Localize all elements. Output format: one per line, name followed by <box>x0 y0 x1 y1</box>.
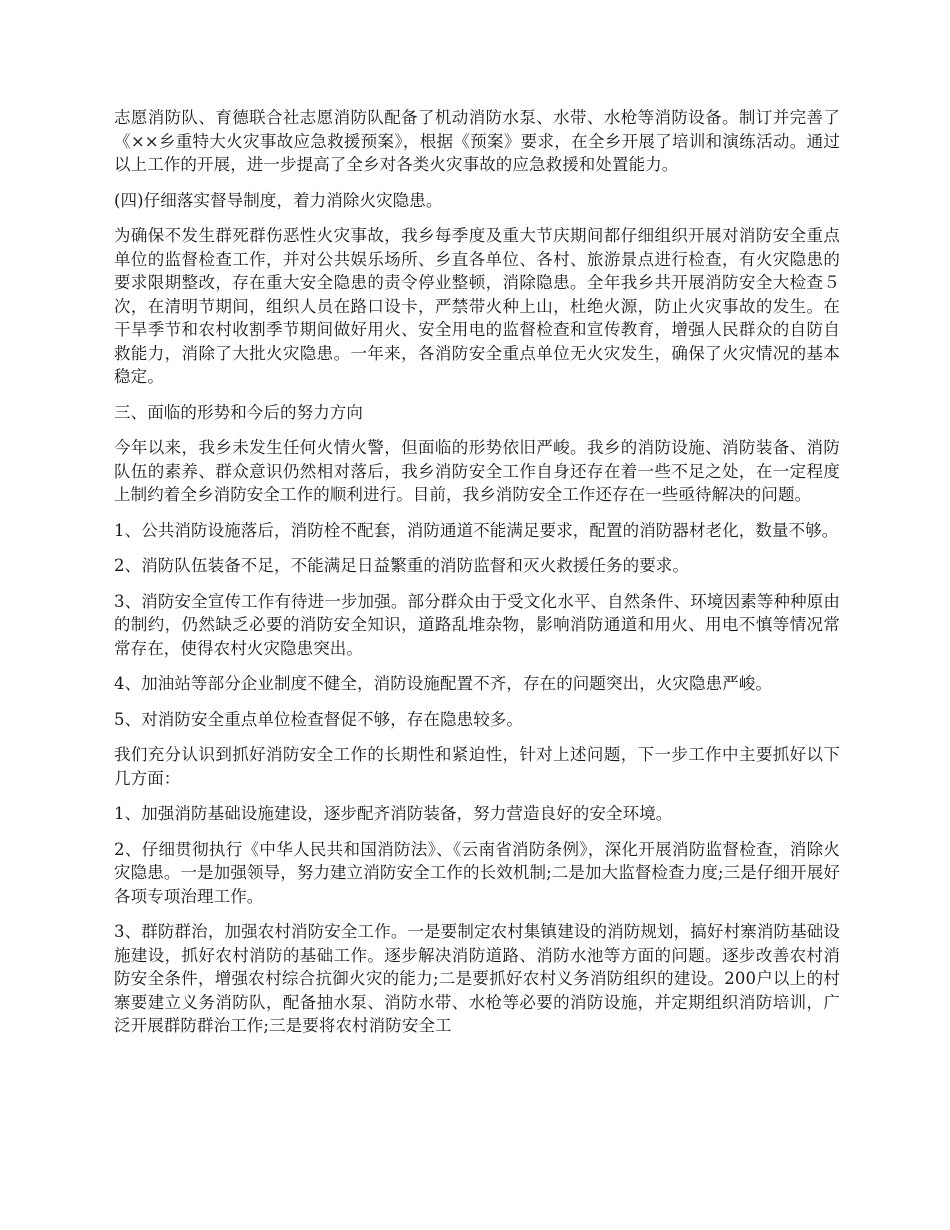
list-item: 5、对消防安全重点单位检查督促不够，存在隐患较多。 <box>114 709 523 729</box>
list-item: 4、加油站等部分企业制度不健全，消防设施配置不齐，存在的问题突出，火灾隐患严峻。 <box>114 674 772 693</box>
paragraph: 志愿消防队、育德联合社志愿消防队配备了机动消防水泵、水带、水枪等消防设备。制订并完善了《××乡重特大火灾事故应急救援预案》，根据《预案》要求，在全乡开展了培训和演练活动。通过以上工作的开展，进一步提高了全乡对各类火灾事故的应急救援和处置能力。 <box>114 108 840 174</box>
section-heading: (四)仔细落实督导制度，着力消除火灾隐患。 <box>114 190 443 210</box>
list-item: 1、加强消防基础设施建设，逐步配齐消防装备，努力营造良好的安全环境。 <box>114 804 673 823</box>
paragraph: 今年以来，我乡未发生任何火情火警，但面临的形势依旧严峻。我乡的消防设施、消防装备、消防队伍的素养、群众意识仍然相对落后，我乡消防安全工作自身还存在着一些不足之处，在一定程度上制约着全乡消防安全工作的顺利进行。目前，我乡消防安全工作还存在一些亟待解决的问题。 <box>114 438 840 504</box>
list-item: 1、公共消防设施落后，消防栓不配套，消防通道不能满足要求，配置的消防器材老化，数量不够。 <box>114 520 839 540</box>
paragraph: 为确保不发生群死群伤恶性火灾事故，我乡每季度及重大节庆期间都仔细组织开展对消防安全重点单位的监督检查工作，并对公共娱乐场所、乡直各单位、各村、旅游景点进行检查，有火灾隐患的要求限期整改，存在重大安全隐患的责令停业整顿，消除隐患。全年我乡共开展消防安全大检查５次，在清明节期间，组织人员在路口设卡，严禁带火种上山，杜绝火源，防止火灾事故的发生。在干旱季节和农村收割季节期间做好用火、安全用电的监督检查和宣传教育，增强人民群众的自防自救能力，消除了大批火灾隐患。一年来，各消防安全重点单位无火灾发生，确保了火灾情况的基本稳定。 <box>114 226 840 386</box>
list-item: 3、群防群治，加强农村消防安全工作。一是要制定农村集镇建设的消防规划，搞好村寨消防基础设施建设，抓好农村消防的基础工作。逐步解决消防道路、消防水池等方面的问题。逐步改善农村消防安全条件，增强农村综合抗御火灾的能力;二是要抓好农村义务消防组织的建设。200户以上的村寨要建立义务消防队，配备抽水泵、消防水带、水枪等必要的消防设施，并定期组织消防培训，广泛开展群防群治工作;三是要将农村消防安全工 <box>114 922 840 1035</box>
list-item: 2、消防队伍装备不足，不能满足日益繁重的消防监督和灭火救援任务的要求。 <box>114 556 689 575</box>
paragraph: 我们充分认识到抓好消防安全工作的长期性和紧迫性，针对上述问题，下一步工作中主要抓好以下几方面： <box>114 745 840 788</box>
list-item: 2、仔细贯彻执行《中华人民共和国消防法》、《云南省消防条例》，深化开展消防监督检查，消除火灾隐患。一是加强领导，努力建立消防安全工作的长效机制;二是加大监督检查力度;三是仔细开展好各项专项治理工作。 <box>114 839 840 906</box>
document-body <box>114 106 840 1050</box>
section-heading: 三、面临的形势和今后的努力方向 <box>114 402 363 422</box>
list-item: 3、消防安全宣传工作有待进一步加强。部分群众由于受文化水平、自然条件、环境因素等种种原由的制约，仍然缺乏必要的消防安全知识，道路乱堆杂物，影响消防通道和用火、用电不慎等情况常常存在，使得农村火灾隐患突出。 <box>114 591 840 658</box>
